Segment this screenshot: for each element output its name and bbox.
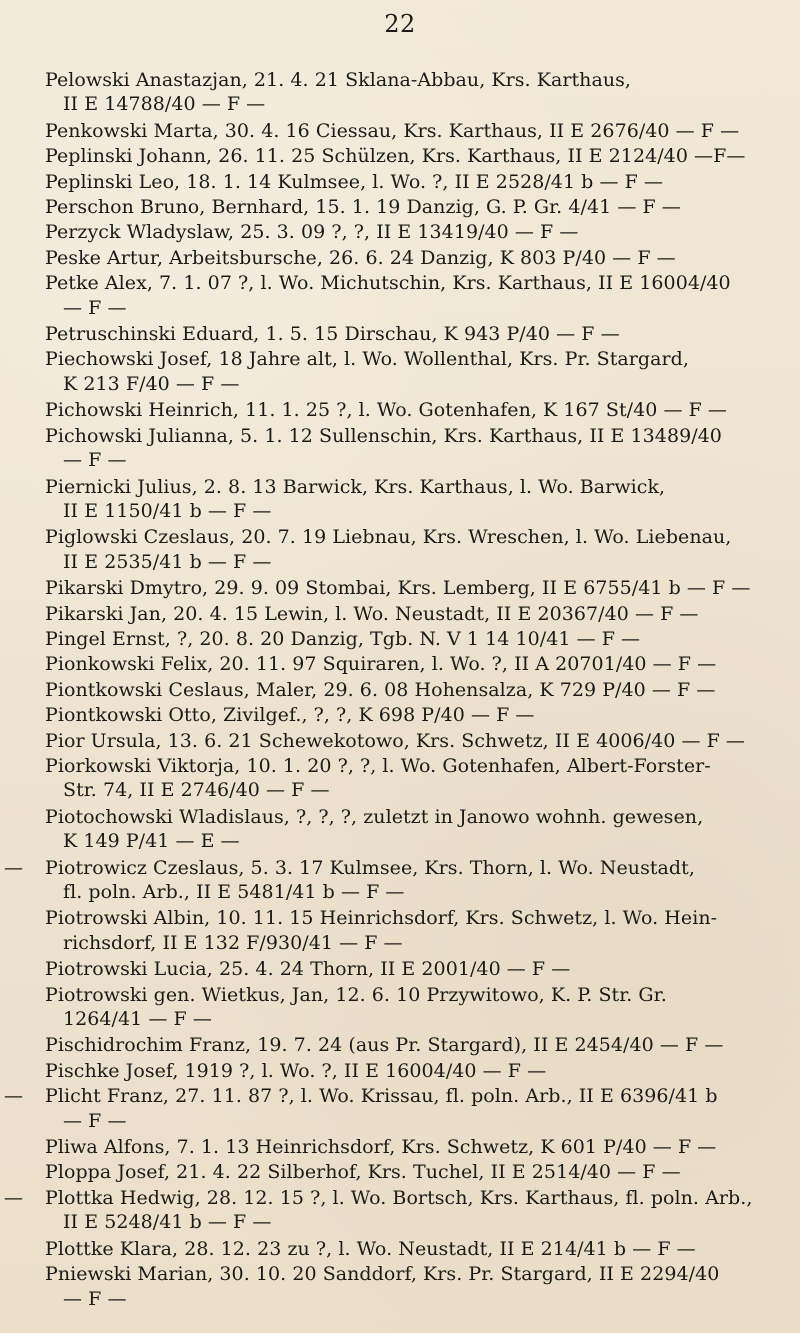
record-entry [0,322,800,346]
entry-continuation-line: — F — [63,449,127,472]
record-entry [0,729,800,753]
record-entry [0,170,800,194]
entry-continuation-line: — F — [63,1109,127,1132]
entry-continuation-line: Str. 74, II E 2746/40 — F — [63,779,330,802]
entry-continuation-line: II E 1150/41 b — F — [63,499,272,522]
record-entry [0,1237,800,1261]
record-entry [0,602,800,626]
record-entry [0,1033,800,1057]
record-entry [0,805,800,854]
entry-continuation-line: fl. poln. Arb., II E 5481/41 b — F — [63,881,405,903]
entry-line: Piotrowicz Czeslaus, 5. 3. 17 Kulmsee, Krs. Thorn, l. Wo. Neustadt, [45,856,695,879]
entry-line: Penkowski Marta, 30. 4. 16 Ciessau, Krs. Karthaus, II E 2676/40 — F — [45,119,740,142]
record-entry [0,1160,800,1184]
entry-continuation-line: II E 14788/40 — F — [63,93,266,116]
entry-line: Piotrowski Lucia, 25. 4. 24 Thorn, II E 2001/40 — F — [45,958,571,981]
entry-line: Pischke Josef, 1919 ?, l. Wo. ?, II E 16004/40 — F — [45,1059,547,1082]
record-entry [0,398,800,422]
entry-line: Pelowski Anastazjan, 21. 4. 21 Sklana-Abbau, Krs. Karthaus, [45,69,632,91]
entry-line: Pliwa Alfons, 7. 1. 13 Heinrichsdorf, Krs. Schwetz, K 601 P/40 — F — [45,1136,717,1159]
record-entry [0,678,800,702]
entry-line: Petruschinski Eduard, 1. 5. 15 Dirschau, K 943 P/40 — F — [45,323,620,346]
record-entry [0,195,800,219]
record-entry [0,347,800,396]
entry-line: Plottke Klara, 28. 12. 23 zu ?, l. Wo. Neustadt, II E 214/41 b — F — [45,1237,696,1260]
entry-continuation-line: II E 5248/41 b — F — [63,1211,272,1234]
entry-continuation-line: — F — [63,1287,127,1310]
record-entry [0,1059,800,1083]
entry-line: Piorkowski Viktorja, 10. 1. 20 ?, ?, l. Wo. Gotenhafen, Albert-Forster- [45,754,711,777]
record-entry [0,475,800,524]
record-entry [0,1084,800,1133]
entry-line: Pischidrochim Franz, 19. 7. 24 (aus Pr. Stargard), II E 2454/40 — F — [45,1034,724,1057]
entry-continuation-line: K 213 F/40 — F — [63,372,240,395]
record-entry [0,627,800,651]
entry-prefix-dash: — [4,856,24,879]
entry-continuation-line: richsdorf, II E 132 F/930/41 — F — [63,931,403,954]
entry-line: Perschon Bruno, Bernhard, 15. 1. 19 Danzig, G. P. Gr. 4/41 — F — [45,196,681,219]
record-entry [0,703,800,727]
entry-line: Plottka Hedwig, 28. 12. 15 ?, l. Wo. Bortsch, Krs. Karthaus, fl. poln. Arb., [45,1186,753,1209]
entry-prefix-dash: — [4,1186,24,1209]
record-entry [0,576,800,600]
entry-line: Pionkowski Felix, 20. 11. 97 Squiraren, l. Wo. ?, II A 20701/40 — F — [45,653,717,676]
record-entry [0,1135,800,1159]
page-number: 22 [384,10,416,38]
record-entry [0,271,800,320]
entry-line: Perzyck Wladyslaw, 25. 3. 09 ?, ?, II E 13419/40 — F — [45,221,579,244]
entry-line: Piglowski Czeslaus, 20. 7. 19 Liebnau, Krs. Wreschen, l. Wo. Liebenau, [45,526,732,549]
record-entry [0,119,800,143]
entry-line: Petke Alex, 7. 1. 07 ?, l. Wo. Michutschin, Krs. Karthaus, II E 16004/40 [45,272,731,295]
entry-line: Piontkowski Otto, Zivilgef., ?, ?, K 698 P/40 — F — [45,704,535,727]
entry-continuation-line: K 149 P/41 — E — [63,830,240,853]
record-entry [0,144,800,168]
record-entry [0,424,800,473]
entry-line: Piotrowski gen. Wietkus, Jan, 12. 6. 10 Przywitowo, K. P. Str. Gr. [45,983,667,1006]
entry-line: Peplinski Leo, 18. 1. 14 Kulmsee, l. Wo. ?, II E 2528/41 b — F — [45,170,663,193]
entry-line: Pikarski Jan, 20. 4. 15 Lewin, l. Wo. Neustadt, II E 20367/40 — F — [45,602,699,625]
entry-prefix-dash: — [4,1085,24,1108]
entry-line: Plicht Franz, 27. 11. 87 ?, l. Wo. Krissau, fl. poln. Arb., II E 6396/41 b [45,1085,718,1108]
record-entry [0,525,800,574]
entry-line: Piechowski Josef, 18 Jahre alt, l. Wo. Wollenthal, Krs. Pr. Stargard, [45,348,689,371]
entry-list [0,68,800,1313]
entry-continuation-line: — F — [63,296,127,319]
entry-continuation-line: 1264/41 — F — [63,1008,212,1031]
entry-line: Piernicki Julius, 2. 8. 13 Barwick, Krs. Karthaus, l. Wo. Barwick, [45,475,666,498]
entry-line: Pikarski Dmytro, 29. 9. 09 Stombai, Krs. Lemberg, II E 6755/41 b — F — [45,577,751,600]
record-entry [0,68,800,117]
entry-line: Peske Artur, Arbeitsbursche, 26. 6. 24 Danzig, K 803 P/40 — F — [45,246,676,269]
record-entry [0,1186,800,1235]
entry-line: Ploppa Josef, 21. 4. 22 Silberhof, Krs. Tuchel, II E 2514/40 — F — [45,1161,681,1184]
entry-line: Pichowski Heinrich, 11. 1. 25 ?, l. Wo. Gotenhafen, K 167 St/40 — F — [45,399,727,422]
entry-line: Pniewski Marian, 30. 10. 20 Sanddorf, Krs. Pr. Stargard, II E 2294/40 [45,1263,720,1286]
record-entry [0,983,800,1032]
record-entry [0,652,800,676]
record-entry [0,246,800,270]
entry-line: Piontkowski Ceslaus, Maler, 29. 6. 08 Hohensalza, K 729 P/40 — F — [45,678,716,701]
entry-line: Pior Ursula, 13. 6. 21 Schewekotowo, Krs. Schwetz, II E 4006/40 — F — [45,729,745,752]
record-entry [0,856,800,905]
entry-continuation-line: II E 2535/41 b — F — [63,550,272,573]
entry-line: Piotrowski Albin, 10. 11. 15 Heinrichsdorf, Krs. Schwetz, l. Wo. Hein- [45,907,718,930]
entry-line: Peplinski Johann, 26. 11. 25 Schülzen, Krs. Karthaus, II E 2124/40 —F— [45,145,746,168]
record-entry [0,754,800,803]
record-entry [0,220,800,244]
entry-line: Pingel Ernst, ?, 20. 8. 20 Danzig, Tgb. N. V 1 14 10/41 — F — [45,627,641,650]
entry-line: Pichowski Julianna, 5. 1. 12 Sullenschin, Krs. Karthaus, II E 13489/40 [45,424,722,447]
record-entry [0,957,800,981]
record-entry [0,1262,800,1311]
entry-line: Piotochowski Wladislaus, ?, ?, ?, zuletzt in Janowo wohnh. gewesen, [45,805,704,828]
record-entry [0,906,800,955]
